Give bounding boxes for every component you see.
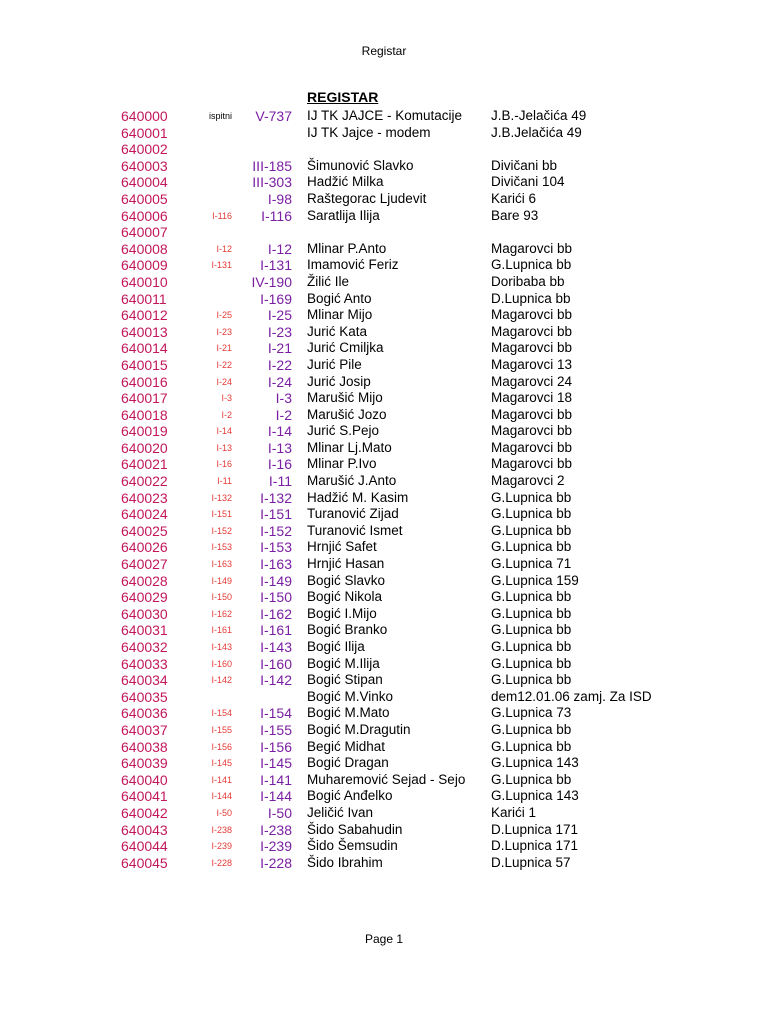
subscriber-number: 640007 [121,224,168,241]
subscriber-name: Turanović Zijad [307,506,399,522]
subscriber-number: 640019 [121,423,168,440]
subscriber-name: Marušić Mijo [307,390,383,406]
subscriber-address: G.Lupnica bb [491,589,572,605]
subscriber-name: Šido Šemsudin [307,838,398,854]
small-reference: I-239 [211,841,232,852]
small-reference: I-149 [211,575,232,586]
small-reference: ispitni [208,111,232,121]
subscriber-name: Mlinar Lj.Mato [307,439,392,455]
table-row [0,689,768,706]
line-reference: I-22 [267,356,292,373]
subscriber-number: 640025 [121,522,168,539]
subscriber-number: 640013 [121,323,168,340]
small-reference: I-50 [216,807,232,818]
subscriber-number: 640020 [121,439,168,456]
subscriber-number: 640003 [121,157,168,174]
subscriber-number: 640030 [121,605,168,622]
subscriber-address: J.B.Jelačića 49 [491,124,582,140]
subscriber-address: G.Lupnica bb [491,506,572,522]
subscriber-address: G.Lupnica bb [491,738,572,754]
small-reference: I-16 [216,459,232,470]
table-row [0,739,768,756]
subscriber-address: Magarovci 24 [491,373,573,389]
subscriber-address: D.Lupnica 171 [491,838,579,854]
line-reference: I-160 [260,655,292,672]
small-reference: I-161 [211,625,232,636]
line-reference: I-13 [267,439,292,456]
subscriber-name: Šido Ibrahim [307,854,383,870]
subscriber-number: 640010 [121,273,168,290]
small-reference: I-228 [211,857,232,868]
subscriber-name: Marušić Jozo [307,406,387,422]
subscriber-number: 640024 [121,506,168,523]
small-reference: I-141 [211,774,232,785]
subscriber-number: 640034 [121,672,168,689]
subscriber-name: Bogić Anđelko [307,788,393,804]
small-reference: I-145 [211,758,232,769]
subscriber-address: G.Lupnica 73 [491,705,572,721]
table-row [0,539,768,556]
subscriber-name: Bogić M.Ilija [307,655,380,671]
table-row [0,423,768,440]
table-row [0,589,768,606]
subscriber-number: 640015 [121,356,168,373]
line-reference: I-3 [275,390,292,407]
subscriber-name: Bogić Branko [307,622,388,638]
subscriber-number: 640018 [121,406,168,423]
table-row [0,340,768,357]
small-reference: I-14 [216,426,232,437]
small-reference: I-22 [216,359,232,370]
subscriber-number: 640031 [121,622,168,639]
line-reference: I-156 [260,738,292,755]
small-reference: I-131 [211,260,232,271]
subscriber-name: IJ TK JAJCE - Komutacije [307,108,463,123]
subscriber-name: Raštegorac Ljudevit [307,190,427,206]
subscriber-name: Imamović Feriz [307,257,399,273]
small-reference: I-21 [216,343,232,354]
table-row [0,324,768,341]
table-row [0,158,768,175]
subscriber-number: 640008 [121,240,168,257]
subscriber-address: Magarovci 18 [491,390,573,406]
line-reference: I-50 [267,804,292,821]
table-row [0,390,768,407]
subscriber-number: 640035 [121,688,168,705]
subscriber-address: Magarovci bb [491,240,573,256]
subscriber-name: Muharemović Sejad - Sejo [307,771,466,787]
subscriber-address: Magarovci bb [491,323,573,339]
table-row [0,788,768,805]
subscriber-number: 640027 [121,556,168,573]
small-reference: I-153 [211,542,232,553]
table-row [0,639,768,656]
subscriber-number: 640011 [121,290,167,307]
subscriber-number: 640009 [121,257,168,274]
table-row [0,191,768,208]
subscriber-number: 640040 [121,771,168,788]
line-reference: I-239 [260,838,292,855]
subscriber-address: Magarovci bb [491,406,573,422]
line-reference: I-163 [260,556,292,573]
subscriber-name: Bogić I.Mijo [307,605,377,621]
line-reference: IV-190 [251,273,292,290]
line-reference: I-132 [260,489,292,506]
table-row [0,672,768,689]
table-row [0,357,768,374]
small-reference: I-116 [212,210,232,221]
subscriber-address: G.Lupnica bb [491,489,572,505]
table-row [0,722,768,739]
line-reference: I-161 [260,622,292,639]
table-row [0,805,768,822]
subscriber-address: Magarovci bb [491,456,573,472]
subscriber-address: Magarovci 2 [491,473,565,489]
line-reference: I-12 [267,240,292,257]
line-reference: I-98 [267,190,292,207]
subscriber-name: Mlinar P.Ivo [307,456,377,472]
small-reference: I-3 [221,393,232,404]
line-reference: I-145 [260,755,292,772]
line-reference: I-144 [260,788,292,805]
table-row [0,622,768,639]
table-row [0,291,768,308]
table-row [0,108,768,125]
register-heading: REGISTAR [307,89,379,105]
subscriber-number: 640033 [121,655,168,672]
table-row [0,456,768,473]
subscriber-name: Šimunović Slavko [307,157,414,173]
line-reference: I-16 [267,456,292,473]
subscriber-name: IJ TK Jajce - modem [307,124,431,140]
subscriber-address: G.Lupnica bb [491,721,572,737]
subscriber-number: 640006 [121,207,168,224]
subscriber-number: 640029 [121,589,168,606]
subscriber-name: Bogić Stipan [307,672,383,688]
subscriber-number: 640038 [121,738,168,755]
subscriber-address: Magarovci bb [491,439,573,455]
line-reference: I-149 [260,572,292,589]
subscriber-name: Bogić M.Vinko [307,688,394,704]
small-reference: I-24 [216,376,232,387]
table-row [0,224,768,241]
subscriber-address: G.Lupnica 143 [491,788,579,804]
subscriber-name: Bogić Anto [307,290,372,306]
small-reference: I-2 [221,409,232,420]
table-row [0,407,768,424]
subscriber-address: Magarovci bb [491,423,573,439]
subscriber-name: Bogić Ilija [307,639,365,654]
subscriber-number: 640044 [121,838,168,855]
table-row [0,473,768,490]
line-reference: I-152 [260,522,292,539]
subscriber-number: 640043 [121,821,168,838]
line-reference: I-238 [260,821,292,838]
table-row [0,141,768,158]
subscriber-number: 640032 [121,639,168,655]
table-row [0,772,768,789]
line-reference: I-162 [260,605,292,622]
line-reference: I-24 [267,373,292,390]
subscriber-address: J.B.-Jelačića 49 [491,108,587,123]
small-reference: I-238 [211,824,232,835]
table-row [0,606,768,623]
table-row [0,855,768,872]
table-row [0,838,768,855]
line-reference: I-154 [260,705,292,722]
subscriber-name: Bogić M.Dragutin [307,721,411,737]
line-reference: I-142 [260,672,292,689]
table-row [0,506,768,523]
subscriber-address: G.Lupnica 143 [491,755,579,771]
subscriber-address: D.Lupnica 57 [491,854,571,870]
line-reference: III-303 [252,174,292,191]
line-reference: I-150 [260,589,292,606]
subscriber-number: 640045 [121,854,168,871]
table-row [0,440,768,457]
line-reference: I-23 [267,323,292,340]
line-reference: I-155 [260,721,292,738]
subscriber-number: 640041 [121,788,168,805]
subscriber-number: 640036 [121,705,168,722]
table-row [0,241,768,258]
line-reference: I-116 [261,207,292,224]
small-reference: I-144 [211,791,232,802]
subscriber-number: 640037 [121,721,168,738]
small-reference: I-160 [211,658,232,669]
subscriber-address: G.Lupnica bb [491,522,572,538]
line-reference: I-169 [260,290,292,307]
small-reference: I-142 [211,675,232,686]
subscriber-number: 640016 [121,373,168,390]
subscriber-address: Divičani 104 [491,174,565,190]
subscriber-name: Saratlija Ilija [307,207,380,223]
line-reference: I-131 [260,257,292,274]
subscriber-number: 640004 [121,174,168,191]
small-reference: I-143 [211,642,232,652]
small-reference: I-163 [211,559,232,570]
subscriber-number: 640000 [121,108,168,124]
subscriber-number: 640021 [121,456,168,473]
table-row [0,656,768,673]
subscriber-name: Žilić Ile [307,273,350,289]
line-reference: I-14 [267,423,292,440]
table-row [0,705,768,722]
small-reference: I-23 [216,326,232,337]
subscriber-address: G.Lupnica bb [491,539,572,555]
line-reference: I-25 [267,307,292,324]
small-reference: I-156 [211,741,232,752]
line-reference: I-141 [260,771,292,788]
small-reference: I-155 [211,724,232,735]
small-reference: I-132 [211,492,232,503]
subscriber-number: 640012 [121,307,168,324]
subscriber-name: Bogić Slavko [307,572,386,588]
subscriber-name: Hrnjić Hasan [307,556,385,572]
subscriber-number: 640026 [121,539,168,556]
table-row [0,523,768,540]
subscriber-name: Jurić Josip [307,373,371,389]
subscriber-address: Divičani bb [491,157,558,173]
subscriber-address: Magarovci bb [491,340,573,356]
table-row [0,307,768,324]
line-reference: V-737 [255,108,292,124]
subscriber-address: G.Lupnica bb [491,655,572,671]
subscriber-address: Magarovci 13 [491,356,573,372]
subscriber-name: Jurić Kata [307,323,368,339]
subscriber-number: 640005 [121,190,168,207]
table-row [0,257,768,274]
line-reference: I-151 [260,506,292,523]
table-row [0,174,768,191]
subscriber-address: G.Lupnica 159 [491,572,579,588]
table-row [0,208,768,225]
subscriber-address: G.Lupnica bb [491,672,572,688]
table-row [0,755,768,772]
subscriber-number: 640028 [121,572,168,589]
subscriber-number: 640002 [121,141,168,158]
line-reference: III-185 [252,157,292,174]
subscriber-name: Jurić Pile [307,356,362,372]
subscriber-address: G.Lupnica bb [491,771,572,787]
subscriber-number: 640023 [121,489,168,506]
table-row [0,374,768,391]
small-reference: I-152 [211,525,232,536]
subscriber-name: Šido Sabahudin [307,821,403,837]
small-reference: I-154 [211,708,232,719]
subscriber-address: D.Lupnica bb [491,290,571,306]
subscriber-address: G.Lupnica bb [491,257,572,273]
subscriber-number: 640042 [121,804,168,821]
subscriber-address: G.Lupnica bb [491,605,572,621]
subscriber-number: 640039 [121,755,168,772]
subscriber-name: Hadžić Milka [307,174,384,190]
table-row [0,573,768,590]
subscriber-address: Magarovci bb [491,307,573,323]
page-footer: Page 1 [364,932,404,946]
small-reference: I-11 [217,476,232,487]
small-reference: I-12 [216,243,232,254]
subscriber-number: 640014 [121,340,168,357]
subscriber-address: Karići 6 [491,190,537,206]
line-reference: I-21 [267,340,292,357]
subscriber-name: Turanović Ismet [307,522,403,538]
table-row [0,274,768,291]
subscriber-number: 640001 [121,124,168,141]
small-reference: I-13 [216,442,232,453]
subscriber-name: Mlinar Mijo [307,307,373,323]
line-reference: I-153 [260,539,292,556]
register-table [0,108,768,871]
subscriber-name: Begić Midhat [307,738,386,754]
small-reference: I-162 [211,608,232,619]
small-reference: I-150 [211,592,232,603]
table-row [0,822,768,839]
subscriber-address: D.Lupnica 171 [491,821,579,837]
subscriber-name: Bogić Nikola [307,589,383,605]
small-reference: I-151 [211,509,232,520]
table-row [0,556,768,573]
line-reference: I-2 [275,406,292,423]
small-reference: I-25 [216,310,232,321]
subscriber-address: Doribaba bb [491,273,565,289]
subscriber-name: Mlinar P.Anto [307,240,387,256]
line-reference: I-143 [260,639,292,655]
subscriber-name: Jurić Cmiljka [307,340,384,356]
subscriber-name: Hadžić M. Kasim [307,489,409,505]
subscriber-address: dem12.01.06 zamj. Za ISD [491,688,652,704]
subscriber-number: 640022 [121,473,168,490]
subscriber-name: Jeličić Ivan [307,804,374,820]
subscriber-address: Bare 93 [491,207,539,223]
subscriber-address: G.Lupnica bb [491,622,572,638]
subscriber-name: Jurić S.Pejo [307,423,380,439]
subscriber-number: 640017 [121,390,168,407]
subscriber-address: G.Lupnica bb [491,639,572,654]
table-row [0,490,768,507]
line-reference: I-228 [260,854,292,871]
page-header: Registar [361,44,407,58]
subscriber-name: Bogić M.Mato [307,705,390,721]
line-reference: I-11 [268,473,292,490]
table-row [0,125,768,142]
subscriber-name: Marušić J.Anto [307,473,397,489]
subscriber-name: Hrnjić Safet [307,539,377,555]
subscriber-address: G.Lupnica 71 [491,556,572,572]
subscriber-address: Karići 1 [491,804,537,820]
subscriber-name: Bogić Dragan [307,755,389,771]
